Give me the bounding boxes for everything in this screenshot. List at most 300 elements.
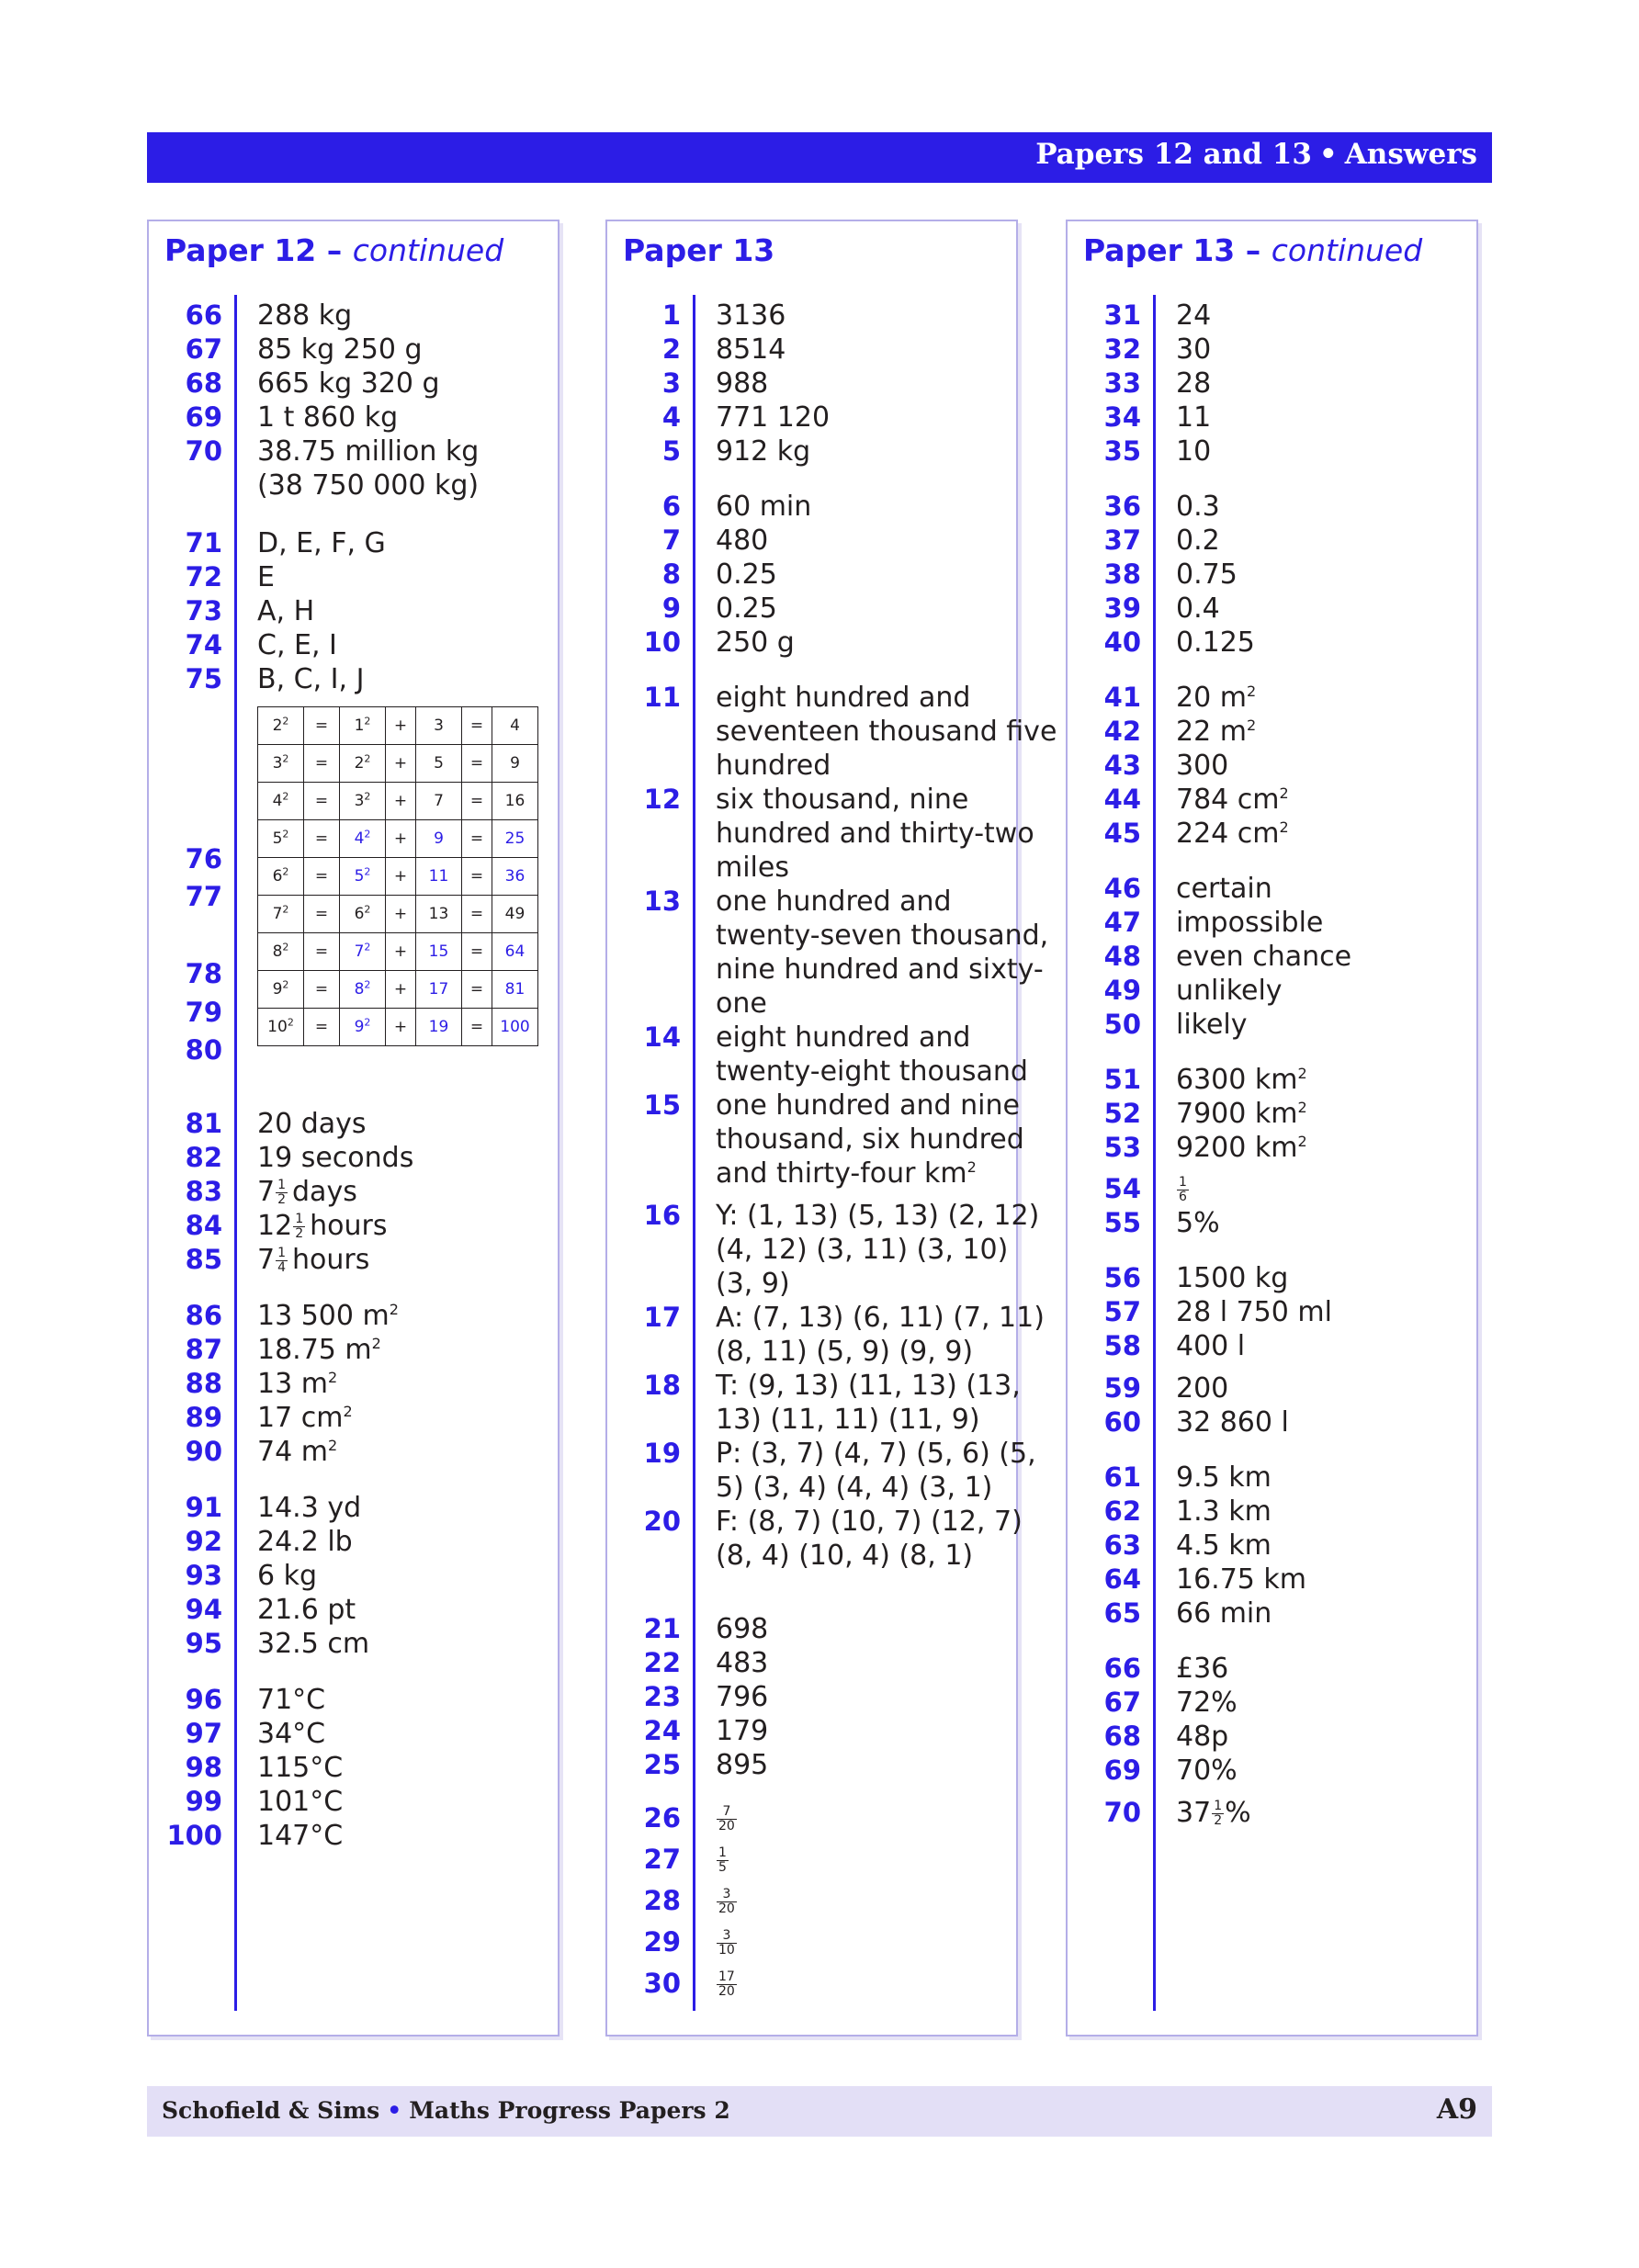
symbol: + [393,905,408,923]
answer-line [1176,1563,1306,1597]
unit-text: hours [310,1210,388,1242]
base: 10 [267,1018,288,1036]
answer-line-text: one [716,987,767,1020]
value: 9 [510,754,520,773]
question-number: 7 [661,525,681,556]
answer-line [716,592,777,626]
base: 1 [354,717,365,735]
answer-line-text: 21.6 pt [257,1594,356,1626]
answer-line-text: 13 500 m [257,1300,390,1332]
answer-line-text: 665 kg 320 g [257,367,440,400]
equals-sign [304,858,340,896]
answer-text [1176,592,1220,626]
table-row [258,745,538,783]
answer-line-text: £36 [1176,1653,1229,1685]
exponent: 2 [1246,683,1257,700]
answer-line-text: 224 cm [1176,818,1280,850]
answer-line-text: E [257,561,275,593]
square-result [492,933,538,971]
answer-line [257,1141,413,1175]
question-number: 67 [185,333,222,365]
answer-line [1176,715,1256,749]
table-row [258,820,538,858]
answer-line [257,1627,369,1661]
answer-line [1176,1405,1289,1439]
answer-line [716,1157,1024,1190]
prev-square-term [340,820,386,858]
plus-sign [386,858,416,896]
answer-line-text: hundred and thirty-two [716,818,1034,850]
question-number: 57 [1103,1296,1141,1327]
answer-line [1176,1008,1248,1042]
question-number: 48 [1103,941,1141,972]
answer-text [1176,940,1351,974]
answer-line-text: 895 [716,1749,769,1781]
answer-line [257,1491,361,1525]
answer-text [1176,817,1289,851]
answer-line-text: 988 [716,367,769,400]
answer-text [257,1141,413,1175]
answer-line [716,1714,768,1748]
question-number: 28 [643,1885,681,1916]
question-number: 66 [1103,1653,1141,1684]
table-row [258,783,538,820]
answer-line-text: 70% [1176,1755,1238,1787]
base: 2 [354,754,365,773]
answer-text [257,1785,343,1819]
square-term [258,745,304,783]
answer-line [1176,940,1351,974]
question-number: 40 [1103,626,1141,658]
plus-sign [386,820,416,858]
exponent: 2 [1279,784,1289,802]
numerator: 1 [1214,1799,1223,1813]
answer-text [1176,1754,1238,1788]
answer-text [716,1967,738,2001]
answer-text [257,1819,343,1853]
answer-line-text: 38.75 million kg [257,435,480,468]
answer-text [1176,1131,1307,1165]
answer-text [1176,1597,1272,1630]
question-number: 30 [643,1968,681,1999]
square-result [492,820,538,858]
answer-text [1176,558,1238,592]
symbol: + [393,980,408,999]
symbol: = [314,942,329,961]
question-number: 58 [1103,1330,1141,1361]
value: 81 [504,980,526,999]
answer-line-text: Y: (1, 13) (5, 13) (2, 12) [716,1200,1040,1232]
answer-line-text: 32.5 cm [257,1628,370,1660]
answer-line [716,401,830,434]
answer-text [257,367,440,401]
answer-text [716,524,768,558]
answer-line-text: 288 kg [257,299,353,332]
question-number: 97 [185,1718,222,1749]
unit-text: hours [292,1244,370,1276]
answer-text [716,1646,768,1680]
answer-line-text: 300 [1176,750,1229,782]
question-number: 83 [185,1176,222,1207]
value: 4 [510,717,520,735]
answer-line [1176,626,1255,660]
answer-line [716,1335,1045,1369]
answer-line-text: 147°C [257,1820,344,1852]
value: 5 [434,754,444,773]
answer-line-text: eight hundred and [716,1021,971,1054]
square-term [258,971,304,1009]
exponent: 2 [364,941,371,953]
answer-line-text: 28 l 750 ml [1176,1296,1332,1328]
exponent: 2 [1297,1065,1307,1082]
odd-number [416,896,462,933]
answer-line [1176,1720,1228,1754]
answer-line-text: 19 seconds [257,1142,414,1174]
answer-text [257,1243,369,1277]
question-number: 26 [643,1802,681,1834]
equals-sign [462,896,492,933]
question-number: 13 [643,886,681,917]
answer-text [257,1209,387,1243]
column-title: Paper 13 – continued [1083,232,1423,268]
column-rule [234,295,237,2011]
answer-text [1176,872,1272,906]
answer-text [257,1627,369,1661]
answer-line-text: twenty-seven thousand, [716,920,1049,952]
exponent: 2 [282,828,289,841]
exponent: 2 [371,1335,381,1352]
answer-line [1176,558,1238,592]
answer-text [257,662,364,696]
answer-line-text: A: (7, 13) (6, 11) (7, 11) [716,1302,1045,1334]
question-number: 70 [1103,1797,1141,1828]
answer-line-text: 0.25 [716,559,777,591]
question-number: 37 [1103,525,1141,556]
answer-line [257,1751,343,1785]
answer-line-text: 483 [716,1647,769,1679]
answer-line [1176,1206,1220,1240]
answer-text [716,626,795,660]
question-number: 55 [1103,1207,1141,1238]
square-term [258,1009,304,1046]
answer-line-text: 5% [1176,1207,1220,1239]
answer-text [257,1299,399,1333]
symbol: = [469,980,484,999]
question-number: 29 [643,1926,681,1958]
question-number: 39 [1103,592,1141,624]
prev-square-term [340,971,386,1009]
symbol: = [469,905,484,923]
answer-line-text: 85 kg 250 g [257,333,423,366]
answer-line [257,434,479,468]
column-paper-13-continued [1066,220,1478,2037]
answer-text [716,1748,768,1782]
fraction [717,1929,737,1958]
question-number: 5 [661,435,681,467]
question-number: 15 [643,1089,681,1121]
question-number: 79 [185,997,222,1028]
answer-line [716,367,768,401]
exponent: 2 [327,1369,338,1386]
square-result [492,896,538,933]
answer-text [1176,1405,1289,1439]
answer-line [716,558,777,592]
answer-text [716,1437,1036,1505]
odd-number [416,820,462,858]
denominator: 20 [718,1901,735,1916]
answer-line-text: 66 min [1176,1597,1272,1630]
answer-text [257,1525,353,1559]
equals-sign [304,933,340,971]
answer-text [257,1717,325,1751]
answer-line-text: 0.75 [1176,559,1238,591]
base: 7 [354,942,365,961]
fraction [276,1247,288,1275]
question-number: 98 [185,1752,222,1783]
question-number: 41 [1103,682,1141,713]
question-number: 2 [661,333,681,365]
answer-line [716,333,786,367]
answer-line-text: 698 [716,1613,769,1645]
answer-line [716,817,1034,851]
equals-sign [304,707,340,745]
answer-line-text: T: (9, 13) (11, 13) (13, [716,1370,1021,1402]
answer-line [257,526,386,560]
question-number: 14 [643,1021,681,1053]
answer-line-text: 8514 [716,333,786,366]
answer-line [1176,490,1220,524]
whole-part: 7 [257,1176,276,1208]
odd-number [416,858,462,896]
header-title: Papers 12 and 13 • Answers [1035,138,1477,171]
square-result [492,1009,538,1046]
answer-text [1176,1097,1307,1131]
equals-sign [462,783,492,820]
odd-number [416,745,462,783]
answer-text [716,1612,768,1646]
answer-line-text: 1 t 860 kg [257,401,399,434]
question-number: 61 [1103,1461,1141,1493]
denominator: 6 [1179,1190,1187,1204]
value: 11 [428,867,449,886]
question-number: 53 [1103,1132,1141,1163]
answer-text [257,1491,361,1525]
answer-line [257,1367,337,1401]
answer-text [716,1301,1045,1369]
answer-line [257,1683,325,1717]
answer-line [257,1559,317,1593]
answer-line [1176,1495,1272,1529]
equals-sign [462,745,492,783]
question-number: 9 [661,592,681,624]
plus-sign [386,745,416,783]
base: 7 [272,905,283,923]
answer-line [716,885,1048,919]
question-number: 35 [1103,435,1141,467]
square-term [258,858,304,896]
question-number: 76 [185,843,222,874]
answer-line-text: 6300 km [1176,1064,1298,1096]
exponent: 2 [364,1016,371,1029]
equals-sign [462,1009,492,1046]
answer-line-text: (8, 11) (5, 9) (9, 9) [716,1336,974,1368]
page-number: A9 [1436,2093,1477,2126]
exponent: 2 [364,865,371,878]
answer-text [257,1107,367,1141]
answer-text [1176,626,1255,660]
answer-line [1176,1597,1272,1630]
answer-line [716,524,768,558]
answer-line-text: (4, 12) (3, 11) (3, 10) [716,1234,1009,1266]
question-number: 96 [185,1684,222,1715]
answer-line [716,749,1057,783]
answer-line-text: 912 kg [716,435,811,468]
answer-line [716,1267,1039,1301]
answer-line [716,953,1048,987]
answer-line [1176,906,1323,940]
answer-line-text: seventeen thousand five [716,716,1057,748]
plus-sign [386,1009,416,1046]
answer-text [1176,434,1211,468]
answer-line [716,783,1034,817]
question-number: 54 [1103,1173,1141,1204]
column-paper-13 [605,220,1057,2037]
answer-line-text: 7900 km [1176,1098,1298,1130]
square-term [258,783,304,820]
answer-line [716,1403,1021,1437]
fraction [293,1213,305,1241]
answer-line [257,594,314,628]
answer-line [257,401,398,434]
answer-line-text: A, H [257,595,315,627]
square-result [492,707,538,745]
answer-line [257,1593,356,1627]
table-row [258,707,538,745]
answer-line-text: 4.5 km [1176,1529,1272,1562]
answer-text [716,1680,768,1714]
equals-sign [304,820,340,858]
answer-text [716,1021,1028,1089]
answer-text [1176,783,1289,817]
fraction [717,1888,737,1916]
answer-line [716,1055,1028,1089]
question-number: 19 [643,1438,681,1469]
answer-text [1176,1495,1272,1529]
base: 3 [354,792,365,810]
question-number: 49 [1103,975,1141,1006]
equals-sign [304,783,340,820]
exponent: 2 [364,790,371,803]
base: 8 [354,980,365,999]
denominator: 2 [1214,1813,1223,1828]
question-number: 24 [643,1715,681,1746]
answer-line-text: P: (3, 7) (4, 7) (5, 6) (5, [716,1438,1036,1470]
answer-line [1176,1329,1245,1363]
symbol: + [393,942,408,961]
answer-line-text: likely [1176,1009,1248,1041]
question-number: 71 [185,527,222,559]
question-number: 64 [1103,1563,1141,1595]
question-number: 1 [661,299,681,331]
symbol: = [314,1018,329,1036]
value: 15 [428,942,449,961]
answer-line [1176,1461,1272,1495]
answer-line [1176,1754,1238,1788]
question-number: 22 [643,1647,681,1678]
question-number: 84 [185,1210,222,1241]
question-number: 66 [185,299,222,331]
column-paper-12-continued [147,220,560,2037]
answer-line-text: 200 [1176,1372,1229,1405]
answer-line [1176,592,1220,626]
symbol: + [393,792,408,810]
answer-text [716,1801,738,1835]
answer-line [1176,401,1211,434]
square-term [258,707,304,745]
exponent: 2 [327,1437,338,1454]
answer-text [716,1369,1021,1437]
answer-text [716,1089,1024,1190]
prev-square-term [340,896,386,933]
numerator: 1 [295,1212,304,1226]
square-term [258,896,304,933]
answer-line [1176,681,1256,715]
answer-line [257,1785,343,1819]
answer-line [716,1505,1023,1539]
answer-line-text: 28 [1176,367,1212,400]
answer-text [716,333,786,367]
table-row [258,1009,538,1046]
base: 2 [272,717,283,735]
answer-line-text: 480 [716,525,769,557]
answer-line [1176,1529,1272,1563]
fraction [1177,1176,1189,1204]
answer-line [1176,974,1283,1008]
symbol: = [314,829,329,848]
exponent: 2 [389,1301,399,1318]
answer-text [1176,1063,1307,1097]
answer-text [257,1593,356,1627]
symbol: = [469,717,484,735]
base: 9 [272,980,283,999]
numerator: 7 [717,1805,737,1820]
unit-text: days [292,1176,357,1208]
answer-text [257,434,479,502]
answer-line-text: 0.4 [1176,592,1220,625]
question-number: 72 [185,561,222,592]
answer-line-text: 1500 kg [1176,1262,1289,1294]
table-row [258,971,538,1009]
question-number: 68 [1103,1721,1141,1752]
answer-text [1176,906,1323,940]
exponent: 2 [282,715,289,728]
base: 6 [354,905,365,923]
answer-line-text: F: (8, 7) (10, 7) (12, 7) [716,1506,1023,1538]
answer-line [716,1233,1039,1267]
symbol: + [393,754,408,773]
question-number: 12 [643,784,681,815]
question-number: 44 [1103,784,1141,815]
answer-line-text: 48p [1176,1721,1229,1753]
answer-line [257,560,275,594]
answer-line [1176,783,1289,817]
unit-text: % [1225,1797,1251,1829]
base: 3 [272,754,283,773]
question-number: 4 [661,401,681,433]
answer-line-text: 14.3 yd [257,1492,362,1524]
answer-line-text: 784 cm [1176,784,1280,816]
answer-text [257,526,386,560]
